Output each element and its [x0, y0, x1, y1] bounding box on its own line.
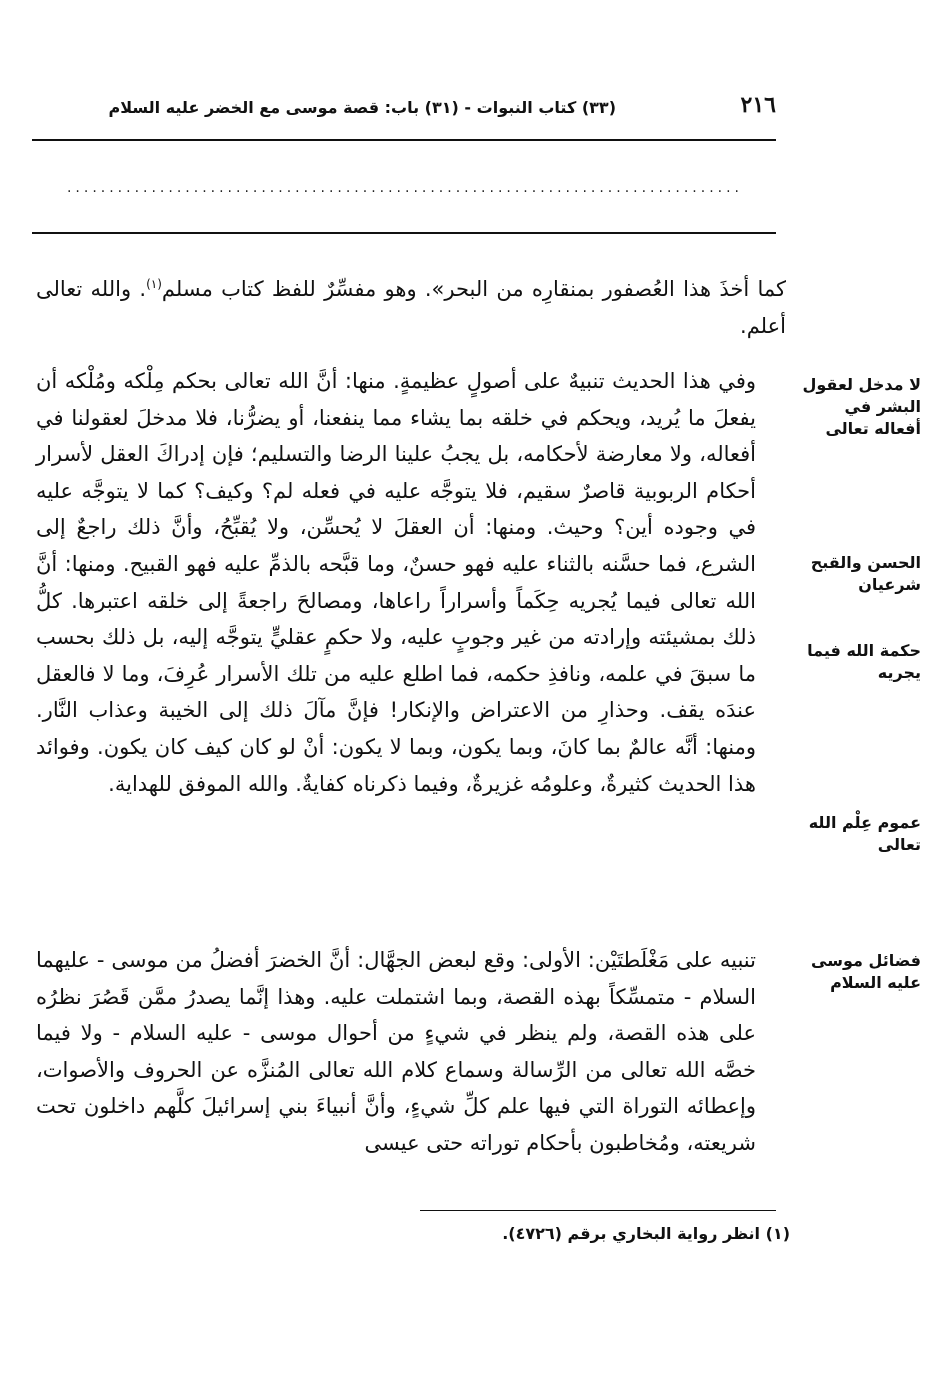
margin-note-knowledge: عموم عِلْم الله تعالى	[808, 813, 921, 854]
omission-dots: ................................................................................	[66, 180, 743, 196]
page-number: ٢١٦	[740, 92, 776, 118]
margin-note-good-evil: الحسن والقبح شرعيان	[810, 553, 921, 594]
intro-paragraph	[36, 266, 786, 344]
main-paragraph	[36, 363, 786, 802]
margin-note-musa: فضائل موسى عليه السلام	[811, 951, 921, 992]
header-rule	[32, 139, 776, 141]
page-header	[108, 92, 776, 132]
tanbih-paragraph	[36, 942, 786, 1162]
footnote: (١) انظر رواية البخاري برقم (٤٧٢٦).	[502, 1224, 790, 1243]
margin-note-wisdom: حكمة الله فيما يجريه	[807, 641, 921, 682]
running-title: (٣٣) كتاب النبوات - (٣١) باب: قصة موسى مع الخضر عليه السلام	[108, 98, 616, 117]
footnote-ref: (١)	[146, 277, 162, 291]
margin-note-reason: لا مدخل لعقول البشر في أفعاله تعالى	[802, 375, 921, 438]
separator-rule	[32, 232, 776, 234]
main-text: وفي هذا الحديث تنبيهٌ على أصولٍ عظيمةٍ. منها: أنَّ الله تعالى بحكم مِلْكه ومُلْكه أن يفعلَ ما يُريد، ويحكم في خلقه بما يشاء مما ينفعنا، أو يضرُّنا، فلا مدخلَ لعقولنا في أفعاله، ولا معارضة لأحكامه، بل يجبُ علينا الرضا والتسليم؛ فإن إدراكَ العقل لأسرار أحكام الربوبية قاصرٌ سقيم، فلا يتوجَّه عليه في فعله لم؟ وكيف؟ كما لا يتوجَّه عليه في وجوده أين؟ وحيث. ومنها: أن العقلَ لا يُحسِّن، ولا يُقبِّحُ، وأنَّ ذلك راجعٌ إلى الشرع، فما حسَّنه بالثناء عليه فهو حسنٌ، وما قبَّحه بالذمِّ عليه فهو القبيح. ومنها: أنَّ الله تعالى فيما يُجريه حِكَماً وأسراراً راعاها، ومصالحَ راجعةً إلى خلقه اعتبرها. كلُّ ذلك بمشيئته وإرادته من غير وجوبٍ عليه، ولا حكمٍ عقليٍّ يتوجَّه إليه، بل ذلك بحسب ما سبقَ في علمه، ونافذِ حكمه، فما اطلع عليه من تلك الأسرار عُرِفَ، وما لا فالعقل عندَه يقف. وحذارِ من الاعتراض والإنكار! فإنَّ مآلَ ذلك إلى الخيبة وعذاب النَّار. ومنها: أنَّه عالمٌ بما كانَ، وبما يكون، وبما لا يكون: أنْ لو كان كيف كان يكون. وفوائد هذا الحديث كثيرةٌ، وعلومُه غزيرةٌ، وفيما ذكرناه كفايةٌ. والله الموفق للهداية.	[36, 369, 756, 796]
intro-end-text: . والله تعالى أعلم.	[36, 277, 786, 338]
tanbih-text: تنبيه على مَغْلَطتَيْن: الأولى: وقع لبعض الجهَّال: أنَّ الخضرَ أفضلُ من موسى - عليهما السلام - متمسِّكاً بهذه القصة، وبما اشتملت عليه. وهذا إنَّما يصدرُ ممَّن قَصُرَ نظرُه على هذه القصة، ولم ينظر في شيءٍ من أحوال موسى - عليه السلام - ولا فيما خصَّه الله تعالى من الرِّسالة وسماع كلام الله تعالى المُنزَّه عن الحروف والأصوات، وإعطائه التوراة التي فيها علم كلِّ شيءٍ، وأنَّ أنبياءَ بني إسرائيلَ كلَّهم داخلون تحت شريعته، ومُخاطبون بأحكام توراته حتى عيسى	[36, 948, 756, 1155]
footnote-rule	[420, 1210, 776, 1211]
intro-text: كما أخذَ هذا العُصفور بمنقارِه من البحر». وهو مفسِّرٌ للفظ كتاب مسلم	[161, 277, 786, 301]
